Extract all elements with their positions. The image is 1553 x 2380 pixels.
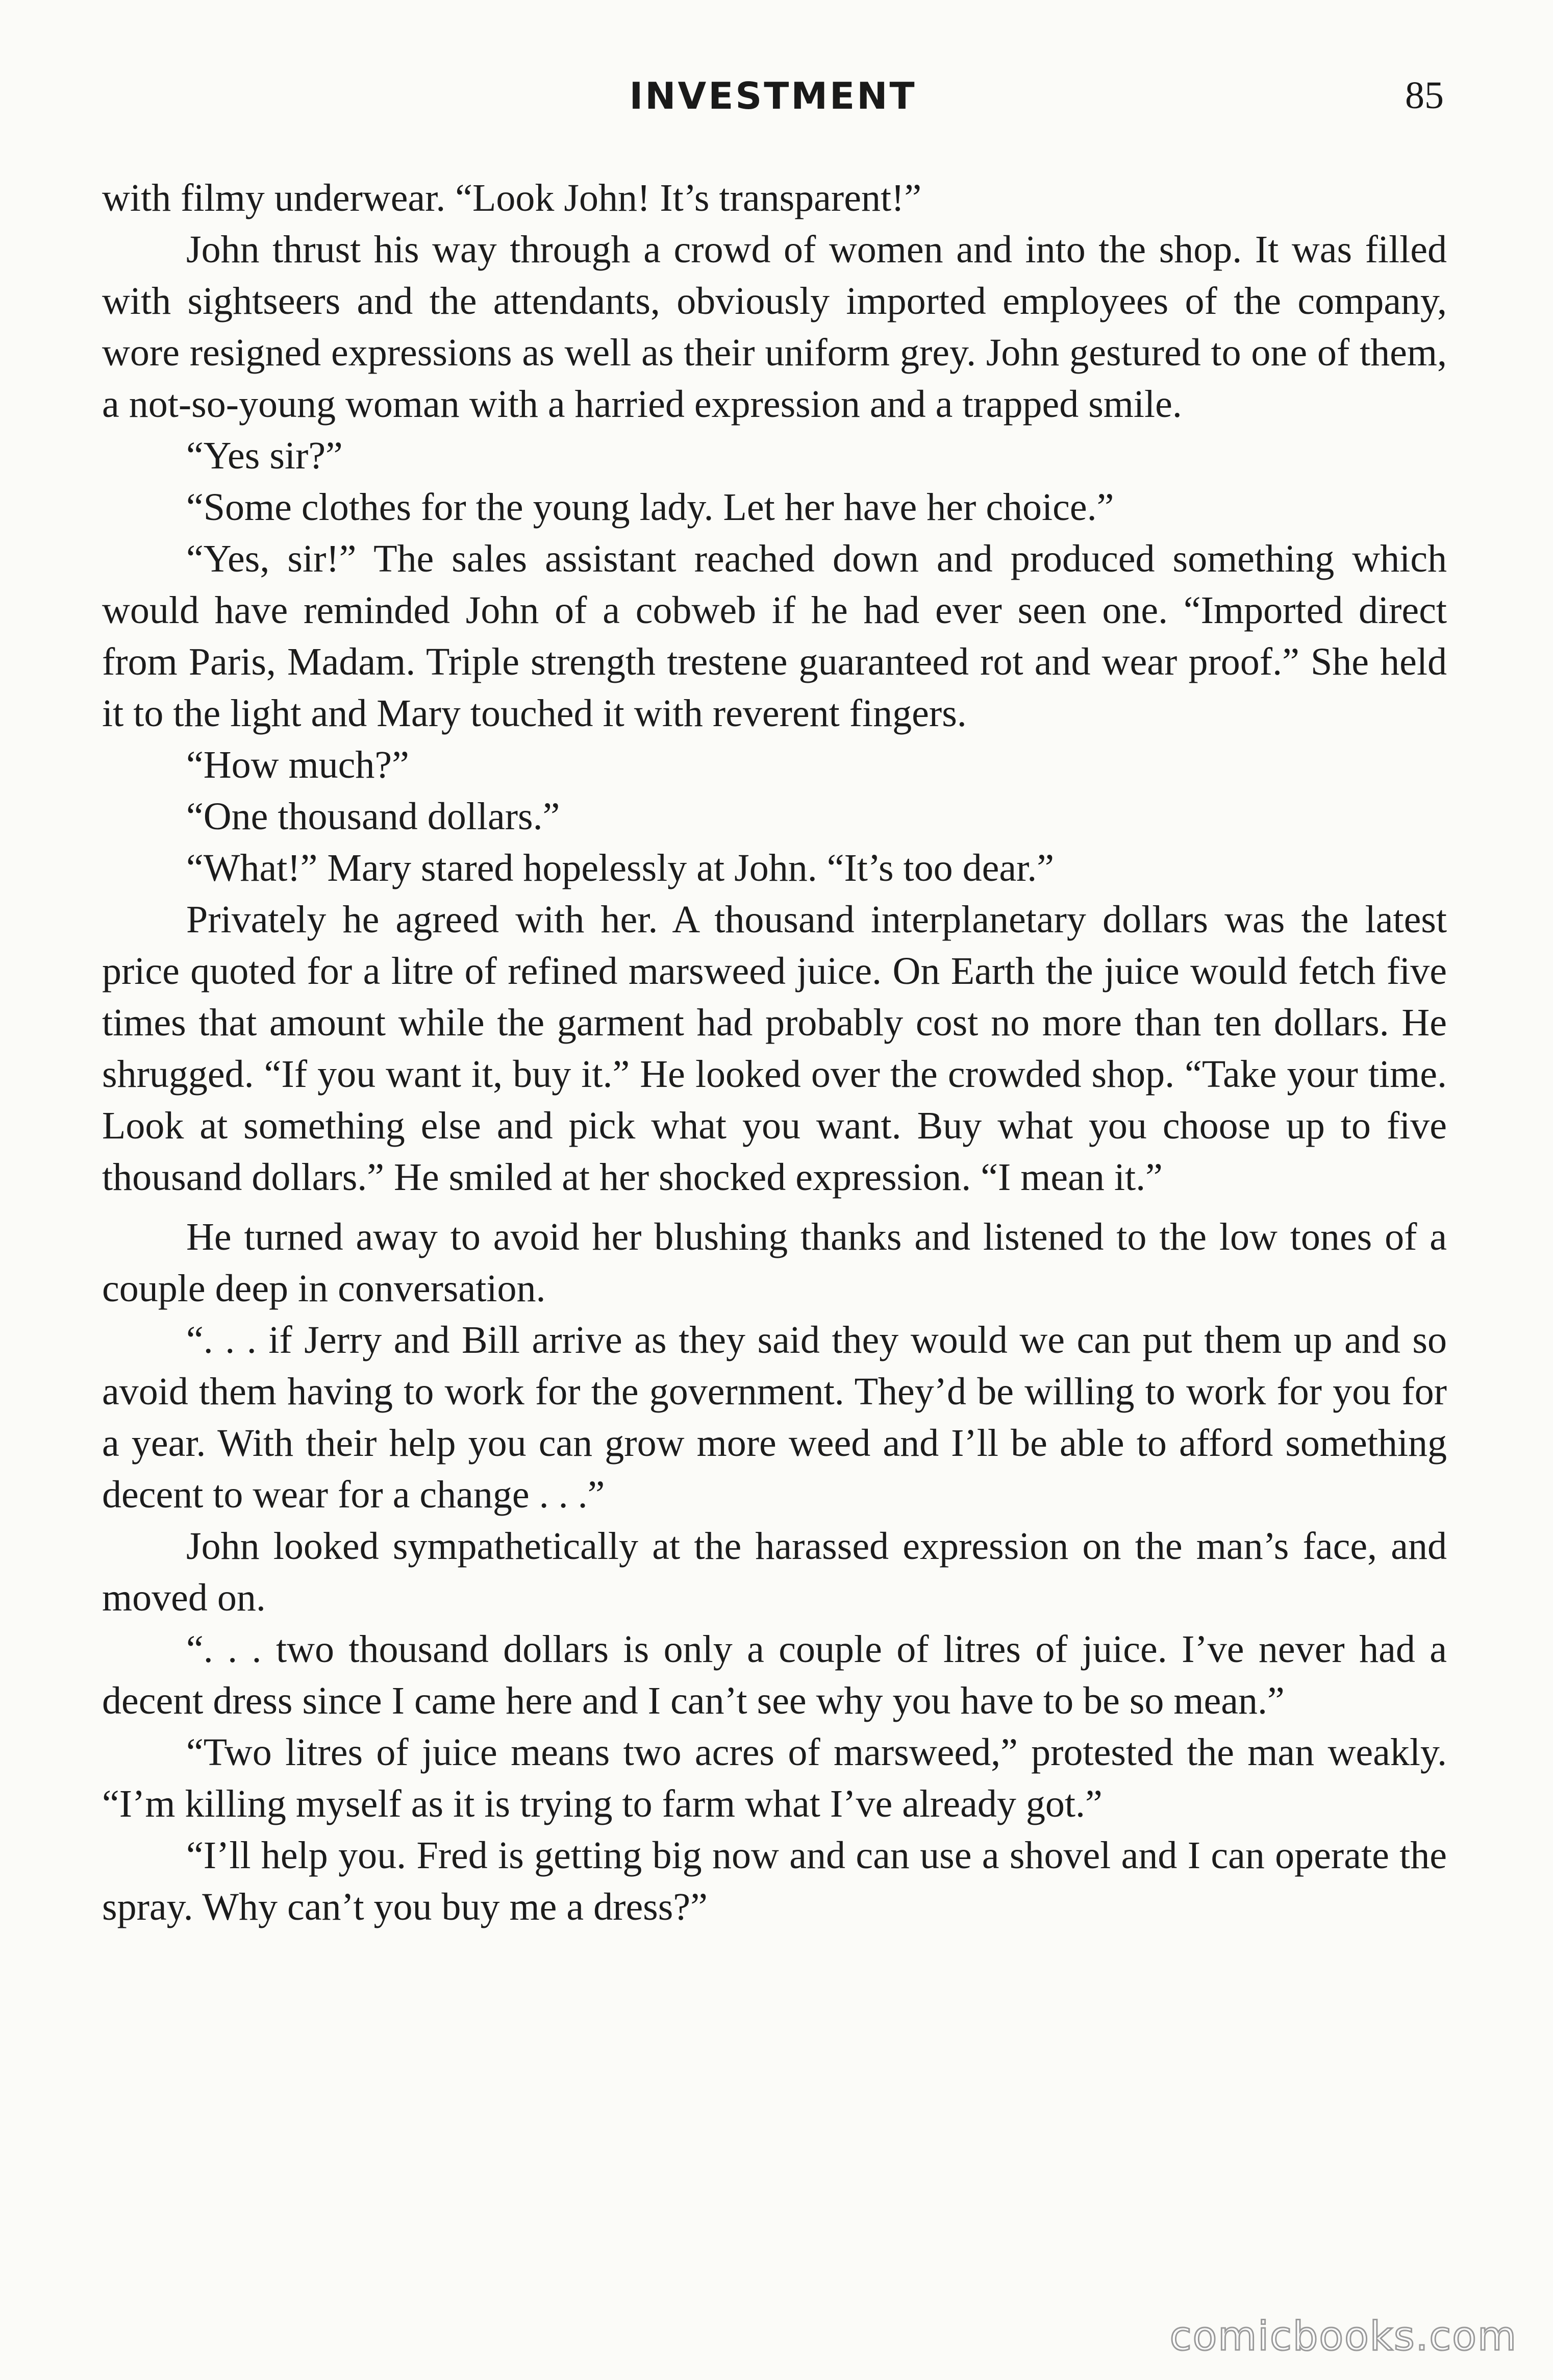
paragraph: “. . . if Jerry and Bill arrive as they said they would we can put them up and so avoid them having to work for the government. They’d be willing to work for you for a year. With their help you can grow more weed and I’ll be able to afford something decent to wear for a change . . .” [102, 1319, 1447, 1516]
paragraph: John looked sympathetically at the harassed expression on the man’s face, and moved on. [102, 1525, 1447, 1619]
watermark-logo: comicbooks.com [1169, 2314, 1517, 2360]
paragraph: “What!” Mary stared hopelessly at John. “It’s too dear.” [186, 847, 1054, 889]
paragraph: “Two litres of juice means two acres of marsweed,” protested the man weakly. “I’m killing myself as it is trying to farm what I’ve already got.” [102, 1731, 1447, 1825]
page-number: 85 [1405, 74, 1444, 117]
paragraph: “. . . two thousand dollars is only a couple of litres of juice. I’ve never had a decent dress since I came here and I can’t see why you have to be so mean.” [102, 1628, 1447, 1722]
paragraph: “How much?” [186, 743, 409, 786]
paragraph: Privately he agreed with her. A thousand interplanetary dollars was the latest price quoted for a litre of refined marsweed juice. On Earth the juice would fetch five times that amount while the garment had probably cost no more than ten dollars. He shrugged. “If you want it, buy it.” He looked over the crowded shop. “Take your time. Look at something else and pick what you want. Buy what you choose up to five thousand dollars.” He smiled at her shocked expression. “I mean it.” [102, 898, 1447, 1199]
paragraph: “Some clothes for the young lady. Let her have her choice.” [186, 486, 1114, 529]
running-head: INVESTMENT [629, 75, 917, 117]
paragraph: “I’ll help you. Fred is getting big now and can use a shovel and I can operate the spray. Why can’t you buy me a dress?” [102, 1834, 1447, 1928]
page-header [102, 70, 1444, 127]
paragraph: John thrust his way through a crowd of women and into the shop. It was filled with sightseers and the attendants, obviously imported employees of the company, wore resigned expressions as well as their uniform grey. John gestured to one of them, a not-so-young woman with a harried expression and a trapped smile. [102, 228, 1447, 426]
paragraph: with filmy underwear. “Look John! It’s transparent!” [102, 177, 922, 219]
paragraph: “Yes, sir!” The sales assistant reached down and produced something which would have reminded John of a cobweb if he had ever seen one. “Imported direct from Paris, Madam. Triple strength trestene guaranteed rot and wear proof.” She held it to the light and Mary touched it with reverent fingers. [102, 537, 1447, 735]
body-text [102, 172, 1447, 1933]
paragraph: “Yes sir?” [186, 434, 343, 477]
paragraph: He turned away to avoid her blushing thanks and listened to the low tones of a couple deep in conversation. [102, 1216, 1447, 1310]
paragraph: “One thousand dollars.” [186, 795, 560, 838]
